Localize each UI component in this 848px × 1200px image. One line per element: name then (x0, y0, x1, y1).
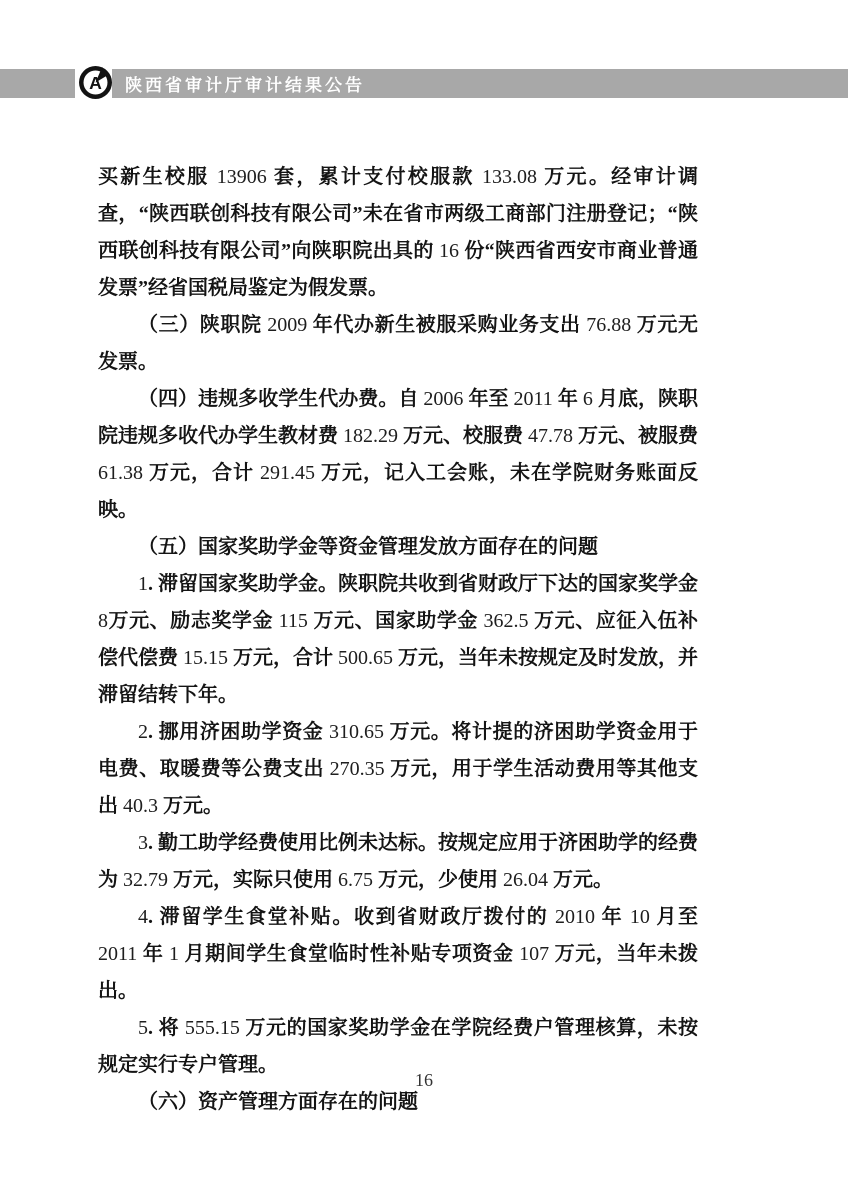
paragraph-sub-4: 4. 滞留学生食堂补贴。收到省财政厅拨付的 2010 年 10 月至 2011 年 1 月期间学生食堂临时性补贴专项资金 107 万元，当年未拨出。 (98, 906, 699, 1002)
svg-text:A: A (89, 73, 102, 94)
page-number: 16 (415, 1070, 433, 1090)
paragraph-sub-3: 3. 勤工助学经费使用比例未达标。按规定应用于济困助学的经费为 32.79 万元，实际只使用 6.75 万元，少使用 26.04 万元。 (98, 832, 698, 891)
paragraph-sub-1: 1. 滞留国家奖助学金。陕职院共收到省财政厅下达的国家奖学金8万元、励志奖学金 115 万元、国家助学金 362.5 万元、应征入伍补偿代偿费 15.15 万元，合计 500.65 万元，当年未按规定及时发放，并滞留结转下年。 (98, 573, 699, 706)
header-title: 陕西省审计厅审计结果公告 (125, 76, 365, 95)
document-body (98, 159, 698, 1121)
paragraph-sub-5: 5. 将 555.15 万元的国家奖助学金在学院经费户管理核算，未按规定实行专户管理。 (98, 1017, 699, 1076)
paragraph-heading-6: （六）资产管理方面存在的问题 (138, 1091, 418, 1113)
header-bar (112, 69, 848, 98)
paragraph-item-3: （三）陕职院 2009 年代办新生被服采购业务支出 76.88 万元无发票。 (98, 314, 699, 373)
audit-emblem-icon (79, 66, 112, 99)
paragraph-continuation: 买新生校服 13906 套，累计支付校服款 133.08 万元。经审计调查，“陕西联创科技有限公司”未在省市两级工商部门注册登记；“陕西联创科技有限公司”向陕职院出具的 16 份“陕西省西安市商业普通发票”经省国税局鉴定为假发票。 (98, 166, 699, 299)
header-band (0, 69, 848, 98)
paragraph-heading-5: （五）国家奖助学金等资金管理发放方面存在的问题 (138, 536, 598, 558)
paragraph-sub-2: 2. 挪用济困助学资金 310.65 万元。将计提的济困助学资金用于电费、取暖费等公费支出 270.35 万元，用于学生活动费用等其他支出 40.3 万元。 (98, 721, 699, 817)
paragraph-item-4: （四）违规多收学生代办费。自 2006 年至 2011 年 6 月底，陕职院违规多收代办学生教材费 182.29 万元、校服费 47.78 万元、被服费 61.38 万元，合计 291.45 万元，记入工会账，未在学院财务账面反映。 (98, 388, 699, 521)
header-bar-left-segment (0, 69, 75, 98)
